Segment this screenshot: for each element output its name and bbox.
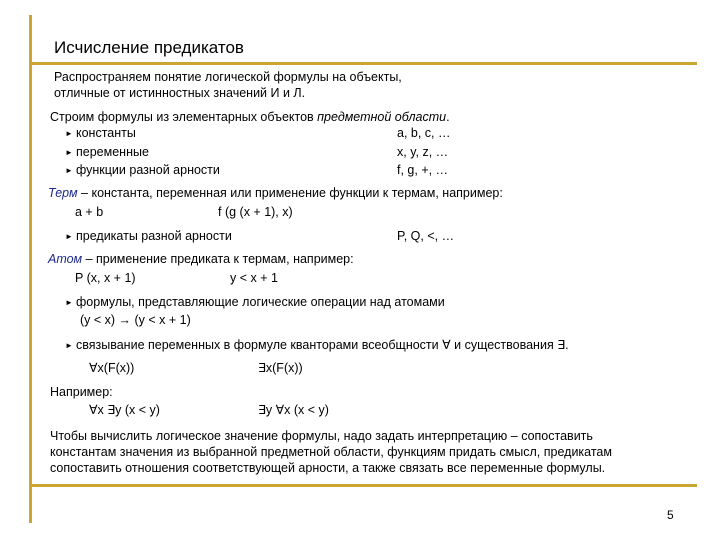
triangle-bullet-icon: ►	[65, 298, 73, 307]
example-formula-2: ∃y ∀x (x < y)	[258, 403, 329, 417]
slide-title: Исчисление предикатов	[54, 38, 244, 57]
atom-example-2: y < x + 1	[230, 271, 278, 285]
term-example-2: f (g (x + 1), x)	[218, 205, 293, 219]
intro-line-1: Распространяем понятие логической формулы на объекты,	[54, 70, 402, 84]
bullet-variables-example: x, y, z, …	[397, 145, 449, 159]
intro-line-2: отличные от истинностных значений И и Л.	[54, 86, 306, 100]
bullet-predicates-label: предикаты разной арности	[76, 229, 232, 243]
bullet-constants-example: a, b, c, …	[397, 126, 451, 140]
bullet-variables-label: переменные	[76, 145, 149, 159]
quantifiers-example-2: ∃x(F(x))	[258, 361, 303, 375]
conclusion-line-3: сопоставить отношения соответствующей арности, а также связать все переменные формулы.	[50, 461, 606, 475]
atom-definition: Атом – применение предиката к термам, например:	[48, 252, 354, 266]
term-definition: Терм – константа, переменная или применение функции к термам, например:	[48, 186, 503, 200]
conclusion-line-1: Чтобы вычислить логическое значение формулы, надо задать интерпретацию – сопоставить	[50, 429, 593, 443]
bullet-predicates-example: P, Q, <, …	[397, 229, 455, 243]
bullet-functions-label: функции разной арности	[76, 163, 220, 177]
title-underline	[29, 62, 697, 65]
bullet-quantifiers-label: связывание переменных в формуле кванторами всеобщности ∀ и существования ∃.	[76, 338, 569, 352]
bullet-constants-label: константы	[76, 126, 136, 140]
footer-line	[29, 484, 697, 487]
triangle-bullet-icon: ►	[65, 129, 73, 138]
quantifiers-example-1: ∀x(F(x))	[89, 361, 135, 375]
formulas-example: (y < x) → (y < x + 1)	[80, 313, 191, 327]
bullet-formulas-label: формулы, представляющие логические операции над атомами	[76, 295, 445, 309]
example-formula-1: ∀x ∃y (x < y)	[89, 403, 160, 417]
triangle-bullet-icon: ►	[65, 148, 73, 157]
left-accent-line	[29, 15, 32, 523]
triangle-bullet-icon: ►	[65, 232, 73, 241]
build-line: Строим формулы из элементарных объектов предметной области.	[50, 110, 450, 124]
page-number: 5	[667, 508, 674, 522]
triangle-bullet-icon: ►	[65, 166, 73, 175]
term-example-1: a + b	[75, 205, 104, 219]
triangle-bullet-icon: ►	[65, 341, 73, 350]
bullet-functions-example: f, g, +, …	[397, 163, 449, 177]
conclusion-line-2: константам значения из выбранной предметной области, функциям придать смысл, предикатам	[50, 445, 612, 459]
atom-example-1: P (x, x + 1)	[75, 271, 136, 285]
example-heading: Например:	[50, 385, 113, 399]
